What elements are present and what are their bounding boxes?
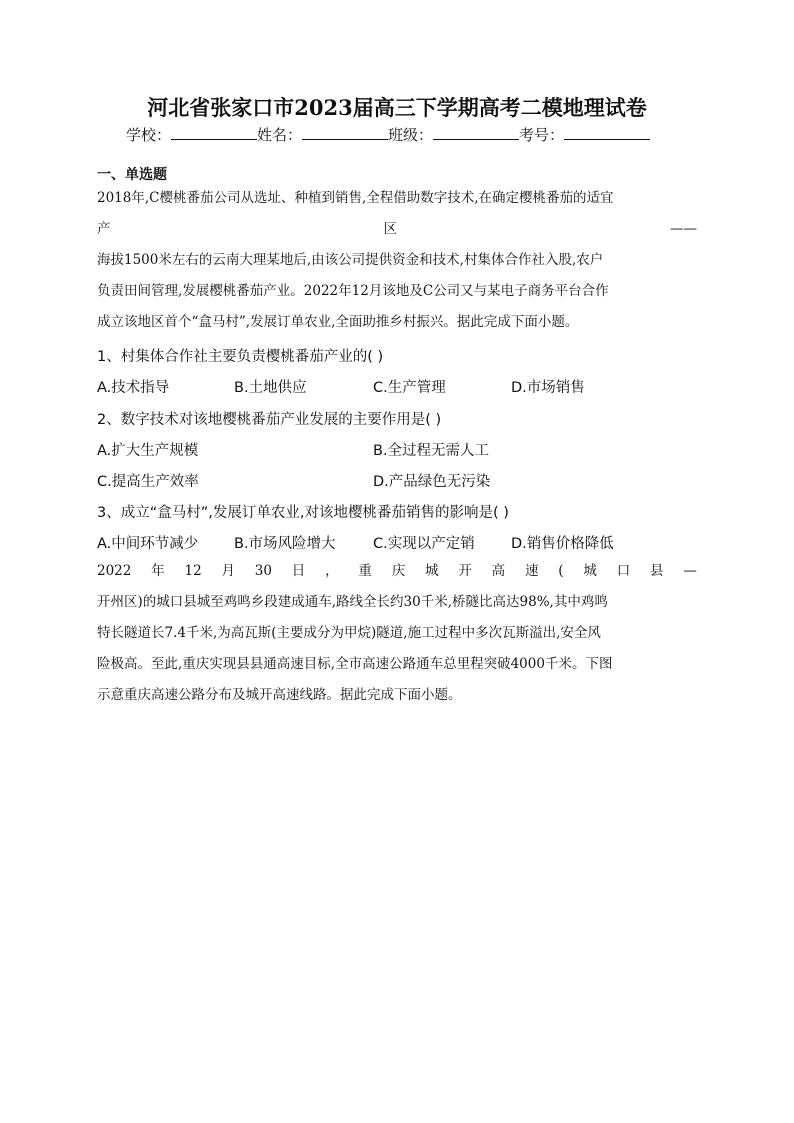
exam-number-blank [564,125,650,140]
passage-2-token: 县 [650,563,664,579]
option[interactable]: B.全过程无需人工 [373,443,490,459]
option[interactable]: C.提高生产效率 [97,474,199,490]
passage-2-token: 速 [524,563,539,579]
passage-2-line: 特长隧道长7.4千米,为高瓦斯(主要成分为甲烷)隧道,施工过程中多次瓦斯溢出,安全风 [97,625,601,641]
passage-2-token: 2022 [97,563,132,579]
passage-2-token: 城 [425,563,439,579]
passage-2-token: 年 [151,563,165,579]
passage-2-token: ， [325,563,339,579]
exam-number-label: 考号： [519,126,565,144]
passage-1-line [97,214,697,245]
exam-title: 河北省张家口市2023届高三下学期高考二模地理试卷 [147,95,647,120]
passage-2-token: 城 [583,563,597,579]
passage-1-fragment: 产 [97,221,111,237]
name-label: 姓名： [257,126,303,144]
name-blank [302,125,388,140]
option[interactable]: A.技术指导 [97,380,170,396]
passage-1 [97,183,697,338]
passage-2-line: 开州区)的城口县城至鸡鸣乡段建成通车,路线全长约30千米,桥隧比高达98%,其中鸡鸣 [97,594,608,610]
passage-2-token: 庆 [391,563,406,579]
class-blank [433,125,519,140]
option[interactable]: C.生产管理 [373,380,446,396]
option[interactable]: D.产品绿色无污染 [373,474,491,490]
passage-2-line [97,556,697,587]
passage-2-token: 口 [616,563,631,579]
section-heading: 一、单选题 [97,167,167,183]
option[interactable]: D.市场销售 [511,380,585,396]
passage-1-fragment: —— [670,221,697,237]
passage-2-token: 开 [458,563,472,579]
school-blank [171,125,257,140]
option[interactable]: B.土地供应 [234,380,307,396]
passage-2-token: 高 [491,563,506,579]
question-3-stem: 3、成立“盒马村”,发展订单农业,对该地樱桃番茄销售的影响是( ) [97,505,509,521]
passage-2-line: 险极高。至此,重庆实现县县通高速目标,全市高速公路通车总里程突破4000千米。下图 [97,656,613,672]
passage-2-token: 重 [358,563,372,579]
option[interactable]: A.中间环节减少 [97,536,199,552]
option[interactable]: D.销售价格降低 [511,536,614,552]
question-2-stem: 2、数字技术对该地樱桃番茄产业发展的主要作用是( ) [97,412,442,428]
passage-2-token: ( [558,563,564,579]
passage-2-token: — [683,563,697,579]
passage-2-token: 月 [221,563,235,579]
passage-1-line: 2018年,C樱桃番茄公司从选址、种植到销售,全程借助数字技术,在确定樱桃番茄的适宜 [97,190,614,206]
passage-2 [97,556,697,711]
passage-2-token: 日 [291,563,306,579]
student-info-row [126,124,686,145]
passage-1-fragment: 区 [383,221,397,237]
question-1-stem: 1、村集体合作社主要负责樱桃番茄产业的( ) [97,349,384,365]
passage-2-line: 示意重庆高速公路分布及城开高速线路。据此完成下面小题。 [97,687,462,703]
passage-1-line: 负责田间管理,发展樱桃番茄产业。2022年12月该地及C公司又与某电子商务平台合作 [97,283,609,299]
school-label: 学校： [126,126,172,144]
option[interactable]: A.扩大生产规模 [97,443,199,459]
option[interactable]: C.实现以产定销 [373,536,475,552]
passage-2-token: 12 [184,563,202,579]
passage-1-line: 成立该地区首个“盒马村”,发展订单农业,全面助推乡村振兴。据此完成下面小题。 [97,314,579,330]
option[interactable]: B.市场风险增大 [234,536,336,552]
passage-1-line: 海拔1500米左右的云南大理某地后,由该公司提供资金和技术,村集体合作社入股,农户 [97,252,604,268]
class-label: 班级： [388,126,434,144]
passage-2-token: 30 [254,563,272,579]
